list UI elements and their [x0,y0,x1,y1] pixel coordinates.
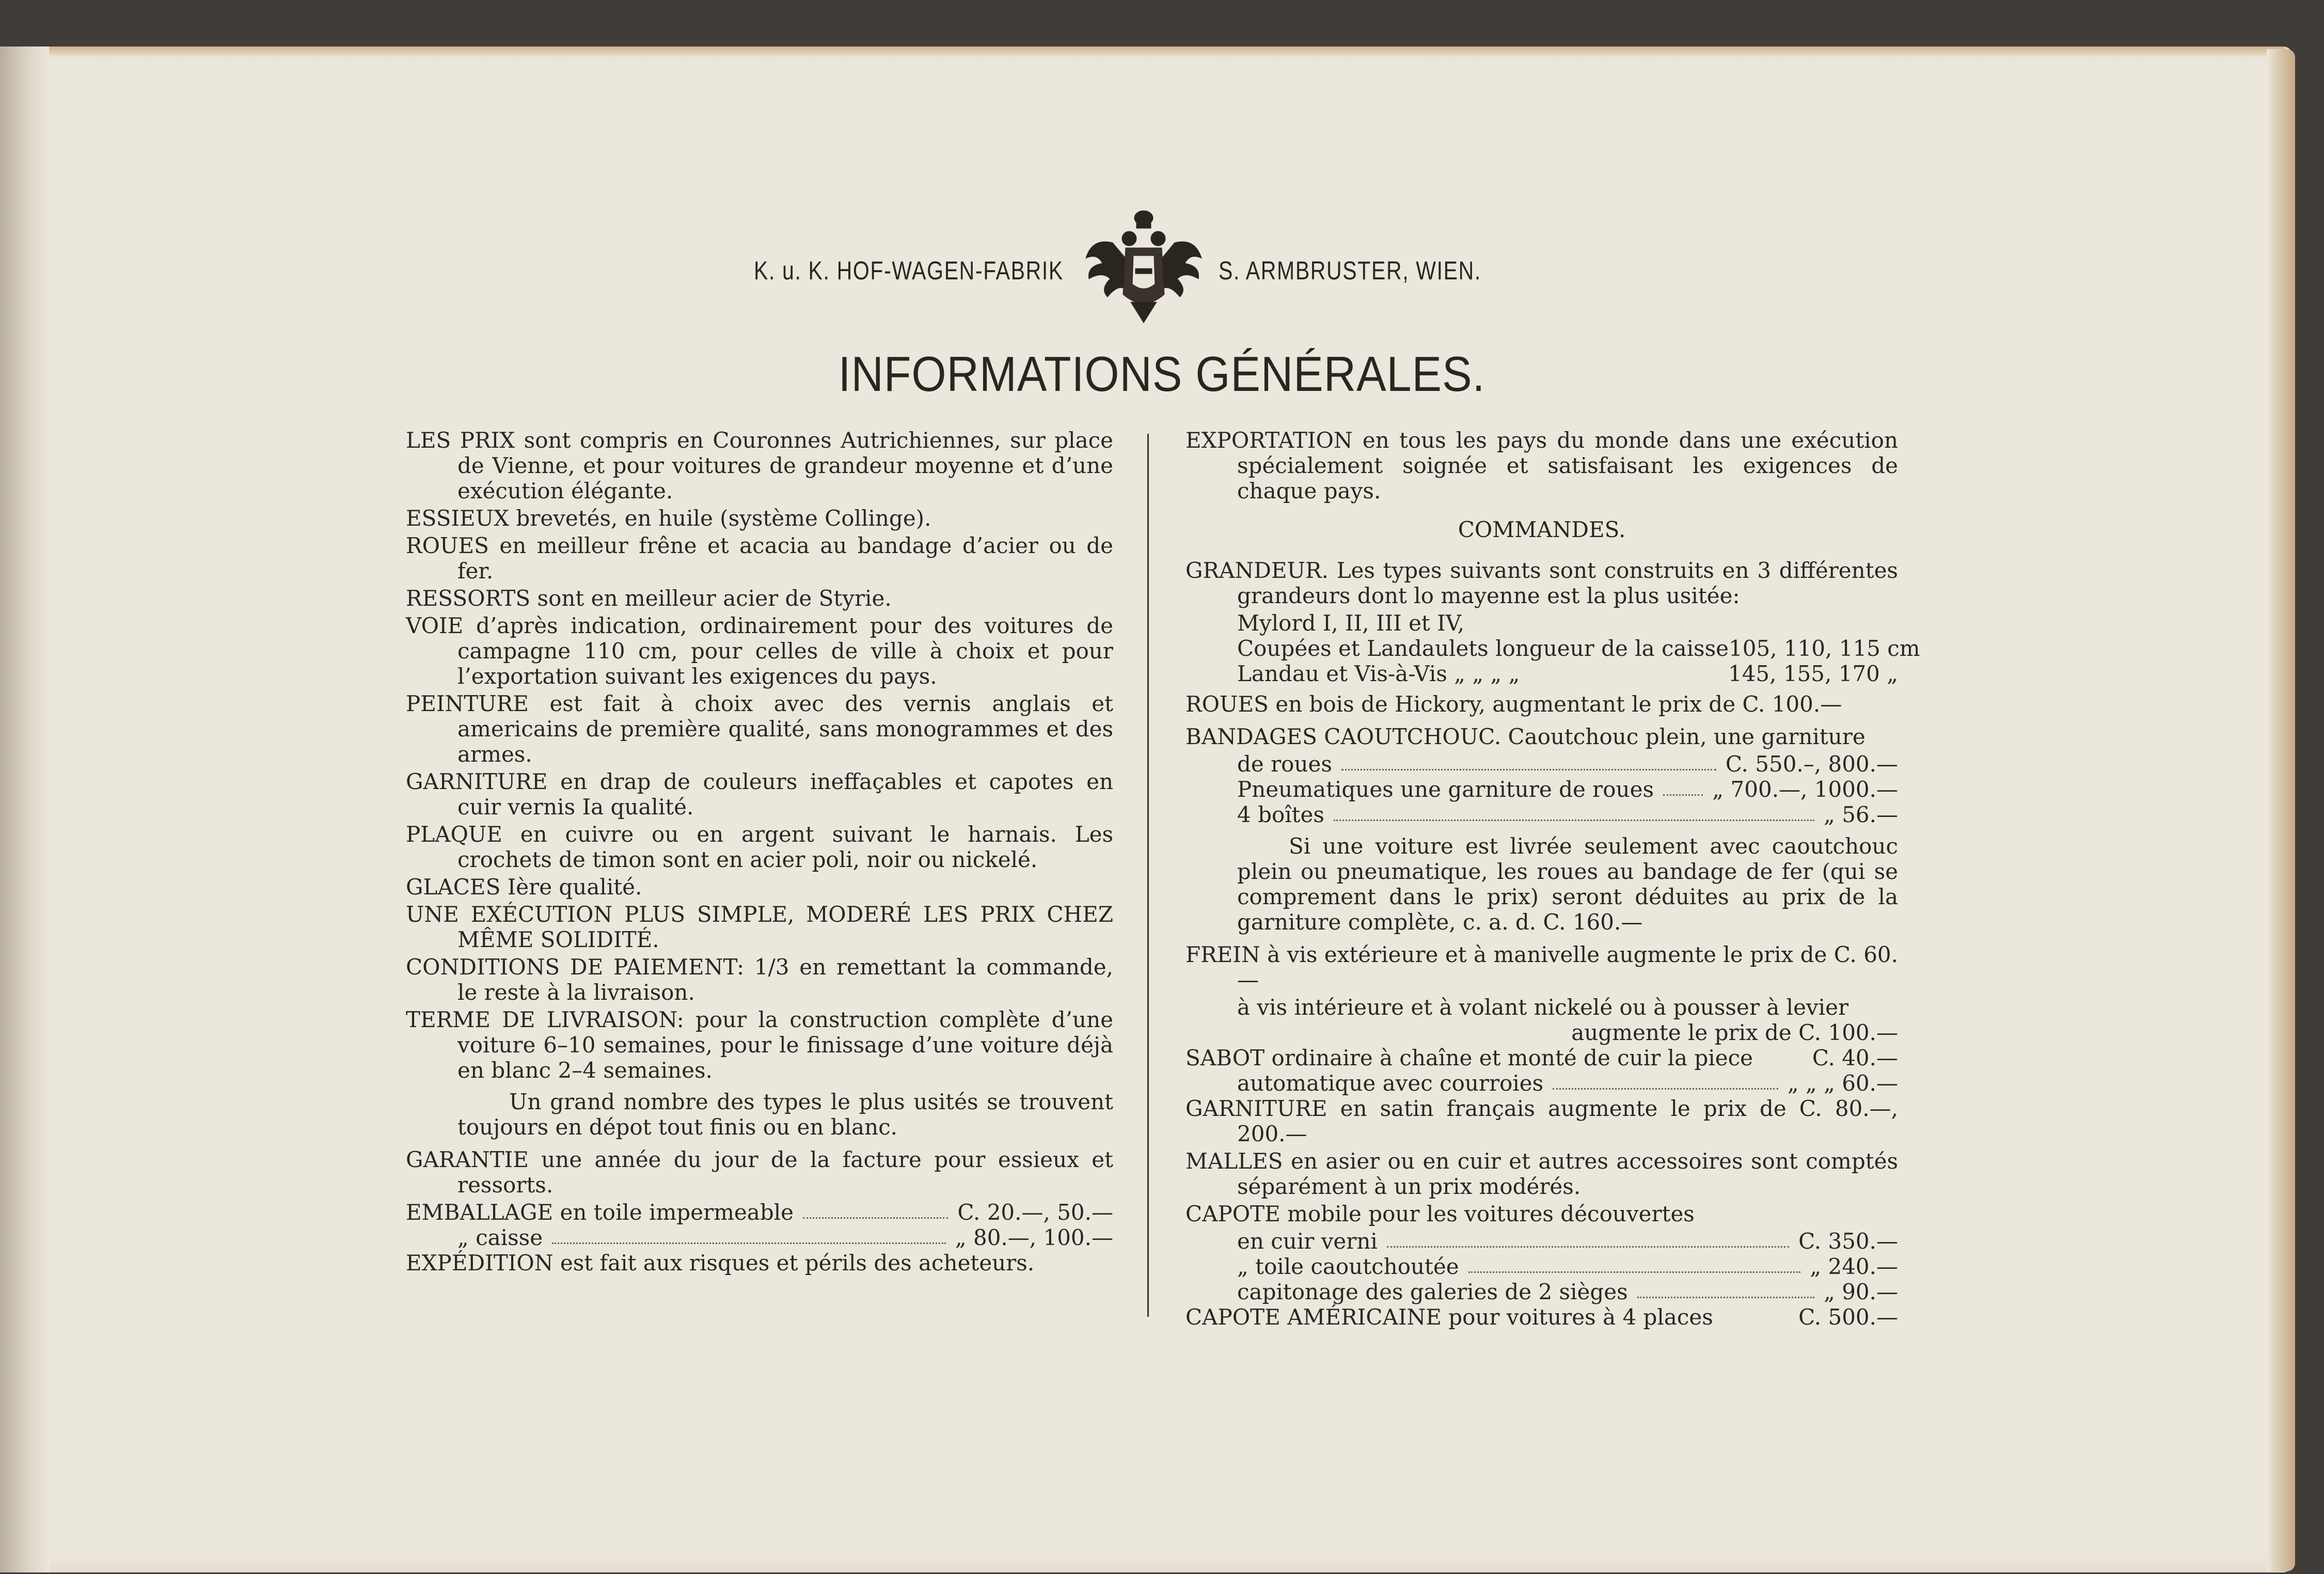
entry-frein: FREIN à vis extérieure et à manivelle augmente le prix de C. 60.— [1185,942,1898,993]
entry-terme: TERME DE LIVRAISON: pour la construction complète d’une voiture 6–10 semaines, pour le finissage d’une voiture déjà en blanc 2–4 semaines. [406,1007,1113,1083]
section-commandes: COMMANDES. [1458,517,1626,542]
entry-expedition: EXPÉDITION est fait aux risques et périls des acheteurs. [406,1250,1035,1276]
entry-garniture-satin: GARNITURE en satin français augmente le prix de C. 80.—, 200.— [1185,1096,1898,1146]
entry-emballage [406,1200,1113,1225]
entry-exportation: EXPORTATION en tous les pays du monde dans une exécution spécialement soignée et satisfaisant les exigences de chaque pays. [1185,428,1898,503]
right-column [1185,428,1920,1330]
leader-dots [1663,777,1703,796]
cuir-label: en cuir verni [1237,1229,1378,1254]
entry-plaque: PLAQUE en cuivre ou en argent suivant le harnais. Les crochets de timon sont en acier poli, noir ou nickelé. [406,822,1113,872]
boites-label: 4 boîtes [1237,802,1324,827]
entry-sabot [1185,1045,1898,1071]
emballage-label: EMBALLAGE en toile impermeable [406,1200,794,1225]
entry-prix: LES PRIX sont compris en Couronnes Autrichiennes, sur place de Vienne, et pour voitures de grandeur moyenne et d’une exécution élégante. [406,428,1113,503]
leader-dots [1553,1071,1778,1090]
entry-peinture: PEINTURE est fait à choix avec des vernis anglais et americains de première qualité, sans monogrammes et des armes. [406,691,1113,767]
entry-conditions: CONDITIONS DE PAIEMENT: 1/3 en remettant la commande, le reste à la livraison. [406,954,1113,1005]
leader-dots [803,1200,948,1219]
bandages-pneu [1185,777,1898,802]
americaine-label: CAPOTE AMÉRICAINE pour voitures à 4 places [1185,1304,1713,1330]
leader-dots [1341,751,1716,770]
entry-roues: ROUES en meilleur frêne et acacia au bandage d’acier ou de fer. [406,533,1113,584]
capitonage-label: capitonage des galeries de 2 sièges [1237,1279,1628,1304]
grandeur-mylord [1185,610,1898,636]
landau-value: 145, 155, 170 „ [1728,661,1898,686]
sabot-price: C. 40.— [1812,1045,1898,1071]
leader-dots [1334,802,1814,821]
entry-terme-note: Un grand nombre des types le plus usités se trouvent toujours en dépot tout finis ou en blanc. [457,1089,1113,1140]
toile-label: „ toile caoutchoutée [1237,1254,1459,1279]
page-title: INFORMATIONS GÉNÉRALES. [838,347,1485,402]
entry-caisse [406,1225,1113,1250]
entry-roues-hickory: ROUES en bois de Hickory, augmentant le prix de C. 100.— [1185,691,1842,717]
pneu-price: „ 700.—, 1000.— [1712,777,1898,802]
left-column [406,428,1113,1278]
coupees-value: 105, 110, 115 cm [1729,636,1920,661]
frein-line3: augmente le prix de C. 100.— [1571,1020,1898,1045]
frein-line2: à vis intérieure et à volant nickelé ou à pousser à levier [1237,995,1849,1020]
capote-toile [1185,1254,1898,1279]
leader-dots [1468,1254,1801,1273]
header-right-text: S. ARMBRUSTER, WIEN. [1219,256,1481,285]
grandeur-coupees [1185,636,1920,661]
coupees-label: Coupées et Landaulets longueur de la caisse [1237,636,1729,661]
capote-cuir [1185,1229,1898,1254]
page-right-edge [2267,49,2295,1571]
capitonage-price: „ 90.— [1824,1279,1898,1304]
sabot-auto [1185,1071,1898,1096]
deroues-label: de roues [1237,751,1332,777]
bandages-boites [1185,802,1898,827]
page-header [744,207,1580,330]
auto-label: automatique avec courroies [1237,1071,1544,1096]
page-top-edge [49,46,2285,58]
entry-voie: VOIE d’après indication, ordinairement pour des voitures de campagne 110 cm, pour celles de ville à choix et pour l’exportation suivant les exigences du pays. [406,613,1113,689]
leader-dots [552,1225,946,1244]
capote-capitonage [1185,1279,1898,1304]
auto-price: „ „ „ 60.— [1787,1071,1898,1096]
header-left-text: K. u. K. HOF-WAGEN-FABRIK [754,256,1064,285]
entry-garantie: GARANTIE une année du jour de la facture pour essieux et ressorts. [406,1147,1113,1198]
entry-capote: CAPOTE mobile pour les voitures découvertes [1185,1201,1695,1226]
entry-grandeur: GRANDEUR. Les types suivants sont construits en 3 différentes grandeurs dont lo mayenne est la plus usitée: [1185,558,1898,608]
grandeur-landau [1185,661,1898,686]
bandages-note: Si une voiture est livrée seulement avec caoutchouc plein ou pneumatique, les roues au bandage de fer (qui se comprement dans le prix) seront déduites au prix de la garniture complète, c. a. d. C. 160.— [1237,833,1898,935]
americaine-price: C. 500.— [1798,1304,1898,1330]
entry-essieux: ESSIEUX brevetés, en huile (système Collinge). [406,506,931,531]
entry-capote-americaine [1185,1304,1898,1330]
leader-dots [1387,1229,1789,1248]
entry-execution: UNE EXÉCUTION PLUS SIMPLE, MODERÉ LES PRIX CHEZ MÊME SOLIDITÉ. [406,902,1113,952]
leader-dots [1637,1279,1814,1298]
caisse-label: „ caisse [457,1225,543,1250]
eagle-crest-icon [1082,207,1206,325]
entry-glaces: GLACES Ière qualité. [406,874,642,900]
entry-garniture: GARNITURE en drap de couleurs ineffaçables et capotes en cuir vernis Ia qualité. [406,769,1113,820]
pneu-label: Pneumatiques une garniture de roues [1237,777,1654,802]
entry-bandages: BANDAGES CAOUTCHOUC. Caoutchouc plein, une garniture [1185,724,1865,749]
boites-price: „ 56.— [1824,802,1898,827]
toile-price: „ 240.— [1810,1254,1898,1279]
deroues-price: C. 550.–, 800.— [1725,751,1898,777]
cuir-price: C. 350.— [1798,1229,1898,1254]
bandages-deroues [1185,751,1898,777]
emballage-price: C. 20.—, 50.— [957,1200,1113,1225]
landau-label: Landau et Vis-à-Vis „ „ „ „ [1237,661,1520,686]
entry-ressorts: RESSORTS sont en meilleur acier de Styrie. [406,586,892,611]
sabot-label: SABOT ordinaire à chaîne et monté de cuir la piece [1185,1045,1753,1071]
mylord-text: Mylord I, II, III et IV, [1237,610,1465,636]
page-gutter [0,46,49,1572]
caisse-price: „ 80.—, 100.— [955,1225,1113,1250]
entry-malles: MALLES en asier ou en cuir et autres accessoires sont comptés séparément à un prix modérés. [1185,1148,1898,1199]
column-divider [1147,434,1149,1317]
